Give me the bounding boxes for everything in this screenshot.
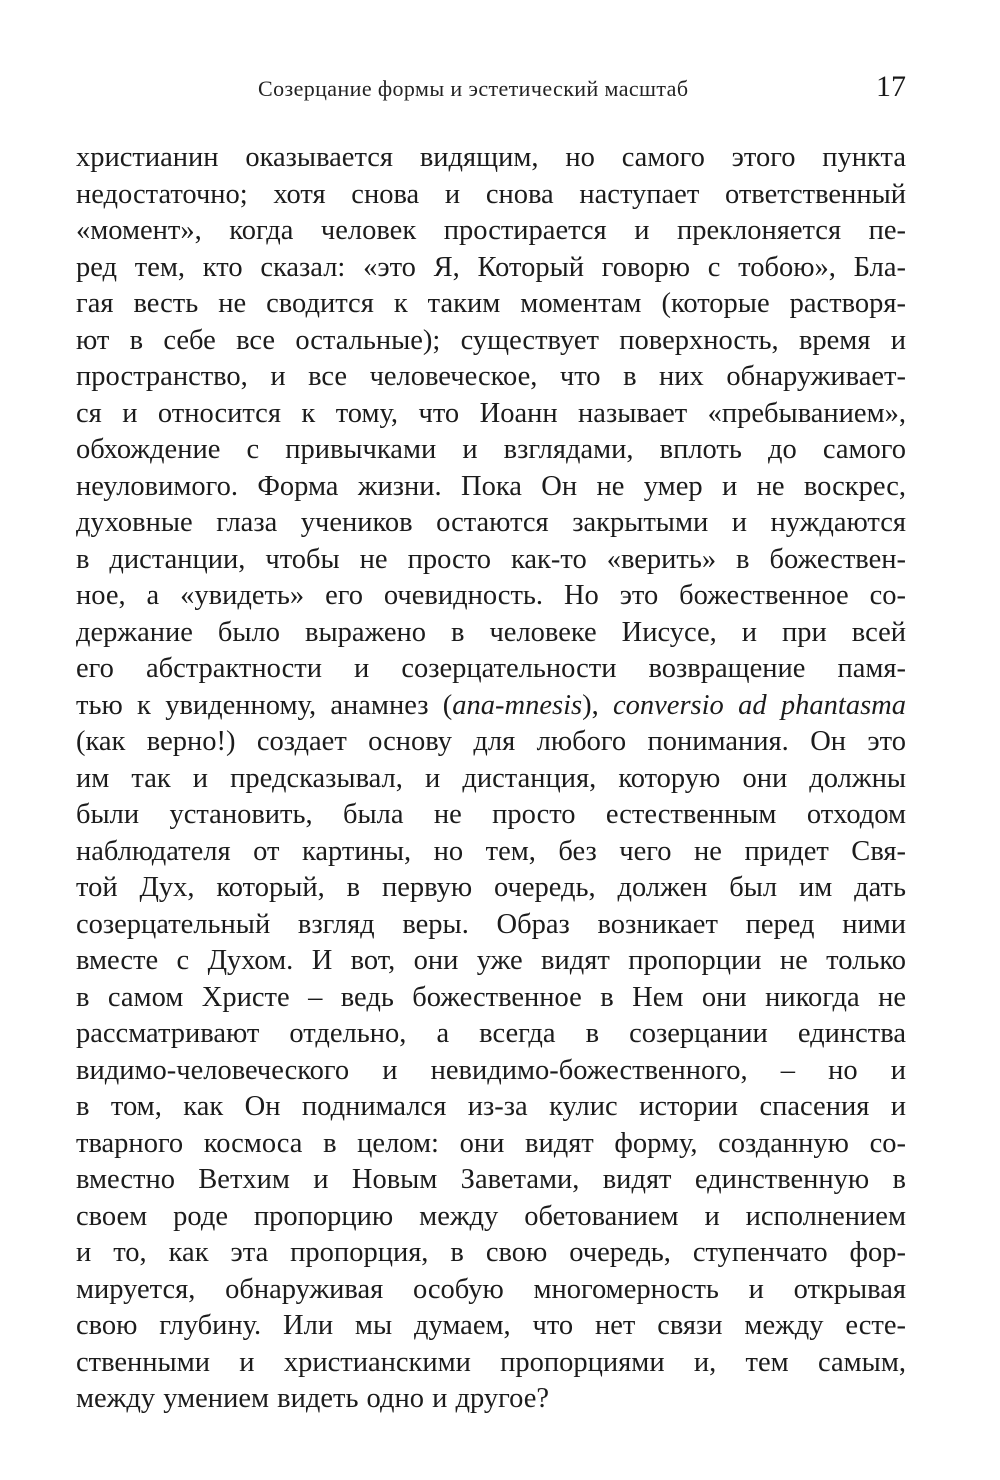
text-line: тварного космоса в целом: они видят форму, созданную со- xyxy=(76,1127,906,1159)
text-line: духовные глаза учеников остаются закрытыми и нуждаются xyxy=(76,507,906,538)
text-line: в дистанции, чтобы не просто как-то «верить» в божествен- xyxy=(76,543,906,575)
text-line: недостаточно; хотя снова и снова наступает ответственный xyxy=(76,178,906,210)
italic-term-conversio: conversio ad phantasma xyxy=(613,689,906,721)
text-line: наблюдателя от картины, но тем, без чего не придет Свя- xyxy=(76,835,906,867)
page-number: 17 xyxy=(876,70,906,103)
text-line: и то, как эта пропорция, в свою очередь, ступенчато фор- xyxy=(76,1237,906,1268)
text-line: вместно Ветхим и Новым Заветами, видят единственную в xyxy=(76,1164,906,1195)
text-line: в том, как Он поднимался из-за кулис истории спасения и xyxy=(76,1091,906,1122)
text-line: той Дух, который, в первую очередь, должен был им дать xyxy=(76,872,906,903)
text-line-mixed xyxy=(76,688,906,725)
text-line: «момент», когда человек простирается и преклоняется пе- xyxy=(76,215,906,246)
body-text xyxy=(76,140,906,1418)
text-line: ред тем, кто сказал: «это Я, Который говорю с тобою», Бла- xyxy=(76,251,906,283)
text-line: созерцательный взгляд веры. Образ возникает перед ними xyxy=(76,908,906,940)
text-segment: ), xyxy=(582,689,613,721)
text-line: неуловимого. Форма жизни. Пока Он не умер и не воскрес, xyxy=(76,470,906,502)
text-line: рассматривают отдельно, а всегда в созерцании единства xyxy=(76,1018,906,1049)
text-line: ют в себе все остальные); существует поверхность, время и xyxy=(76,324,906,356)
text-line: в самом Христе – ведь божественное в Нем они никогда не xyxy=(76,981,906,1013)
text-line: пространство, и все человеческое, что в них обнаруживает- xyxy=(76,361,906,392)
text-line: им так и предсказывал, и дистанция, которую они должны xyxy=(76,762,906,794)
text-line: мируется, обнаруживая особую многомерность и открывая xyxy=(76,1273,906,1305)
text-line: (как верно!) создает основу для любого понимания. Он это xyxy=(76,726,906,757)
running-head-title: Созерцание формы и эстетический масштаб xyxy=(258,76,689,101)
text-line: своем роде пропорцию между обетованием и исполнением xyxy=(76,1200,906,1232)
italic-term-anamnesis: ana-mnesis xyxy=(452,689,583,721)
text-line: вместе с Духом. И вот, они уже видят пропорции не только xyxy=(76,945,906,976)
text-line: христианин оказывается видящим, но самого этого пункта xyxy=(76,142,906,173)
text-line: свою глубину. Или мы думаем, что нет связи между есте- xyxy=(76,1310,906,1341)
text-line: видимо-человеческого и невидимо-божественного, – но и xyxy=(76,1054,906,1086)
text-line: ное, а «увидеть» его очевидность. Но это божественное со- xyxy=(76,580,906,611)
text-line: держание было выражено в человеке Иисусе, и при всей xyxy=(76,616,906,648)
text-line: ся и относится к тому, что Иоанн называет «пребыванием», xyxy=(76,397,906,429)
text-line: его абстрактности и созерцательности возвращение памя- xyxy=(76,653,906,684)
text-line: гая весть не сводится к таким моментам (которые растворя- xyxy=(76,288,906,319)
text-segment: тью к увиденному, анамнез ( xyxy=(76,689,453,721)
text-line: ственными и христианскими пропорциями и, тем самым, xyxy=(76,1346,906,1378)
text-line: были установить, была не просто естественным отходом xyxy=(76,799,906,830)
text-line-last: между умением видеть одно и другое? xyxy=(76,1383,549,1414)
text-line: обхождение с привычками и взглядами, вплоть до самого xyxy=(76,434,906,465)
